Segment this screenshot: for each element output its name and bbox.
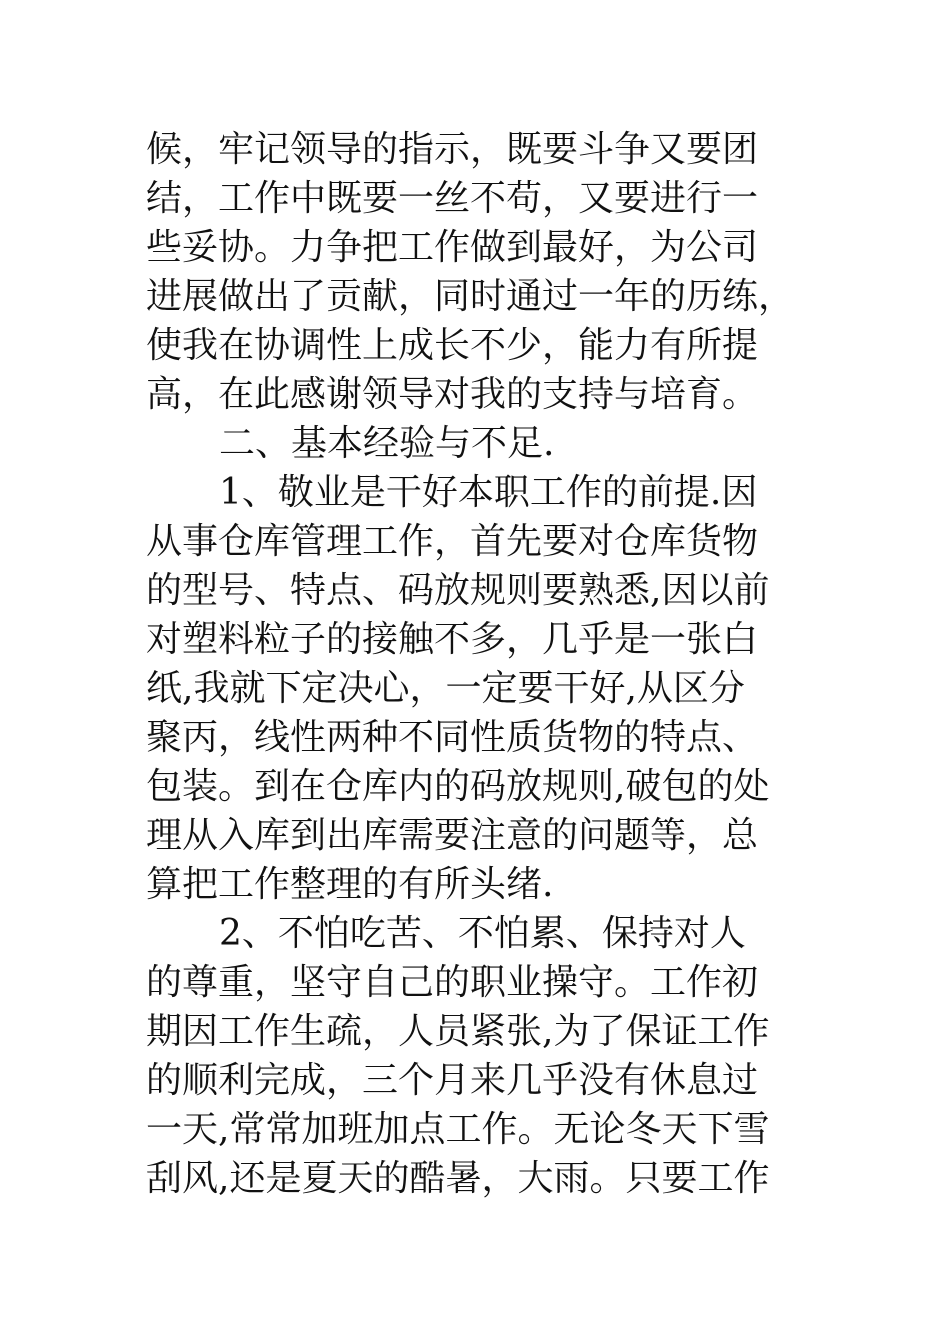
text-line: 高，在此感谢领导对我的支持与培育。 — [146, 374, 759, 415]
text-line: 纸,我就下定决心，一定要干好,从区分 — [146, 668, 745, 709]
text-line: 2、不怕吃苦、不怕累、保持对人 — [219, 913, 746, 954]
text-line: 候，牢记领导的指示，既要斗争又要团 — [146, 129, 759, 170]
text-line: 1、敬业是干好本职工作的前提.因 — [219, 472, 758, 513]
text-line: 的顺利完成，三个月来几乎没有休息过 — [146, 1060, 759, 1101]
text-line: 一天,常常加班加点工作。无论冬天下雪 — [146, 1109, 770, 1150]
text-line: 包装。到在仓库内的码放规则,破包的处 — [146, 766, 770, 807]
text-line: 些妥协。力争把工作做到最好，为公司 — [146, 227, 759, 268]
body-text — [146, 125, 811, 1203]
text-line: 使我在协调性上成长不少，能力有所提 — [146, 325, 759, 366]
text-line: 刮风,还是夏天的酷暑，大雨。只要工作 — [146, 1158, 770, 1199]
text-line: 从事仓库管理工作，首先要对仓库货物 — [146, 521, 759, 562]
text-line: 结，工作中既要一丝不苟，又要进行一 — [146, 178, 759, 219]
section-heading: 二、基本经验与不足. — [219, 423, 555, 464]
text-line: 期因工作生疏，人员紧张,为了保证工作 — [146, 1011, 770, 1052]
text-line: 的型号、特点、码放规则要熟悉,因以前 — [146, 570, 770, 611]
text-line: 聚丙，线性两种不同性质货物的特点、 — [146, 717, 759, 758]
text-line: 理从入库到出库需要注意的问题等，总 — [146, 815, 759, 856]
text-line: 对塑料粒子的接触不多，几乎是一张白 — [146, 619, 759, 660]
text-line: 的尊重，坚守自己的职业操守。工作初 — [146, 962, 759, 1003]
text-line: 算把工作整理的有所头绪. — [146, 864, 554, 905]
text-line: 进展做出了贡献，同时通过一年的历练， — [146, 276, 795, 317]
